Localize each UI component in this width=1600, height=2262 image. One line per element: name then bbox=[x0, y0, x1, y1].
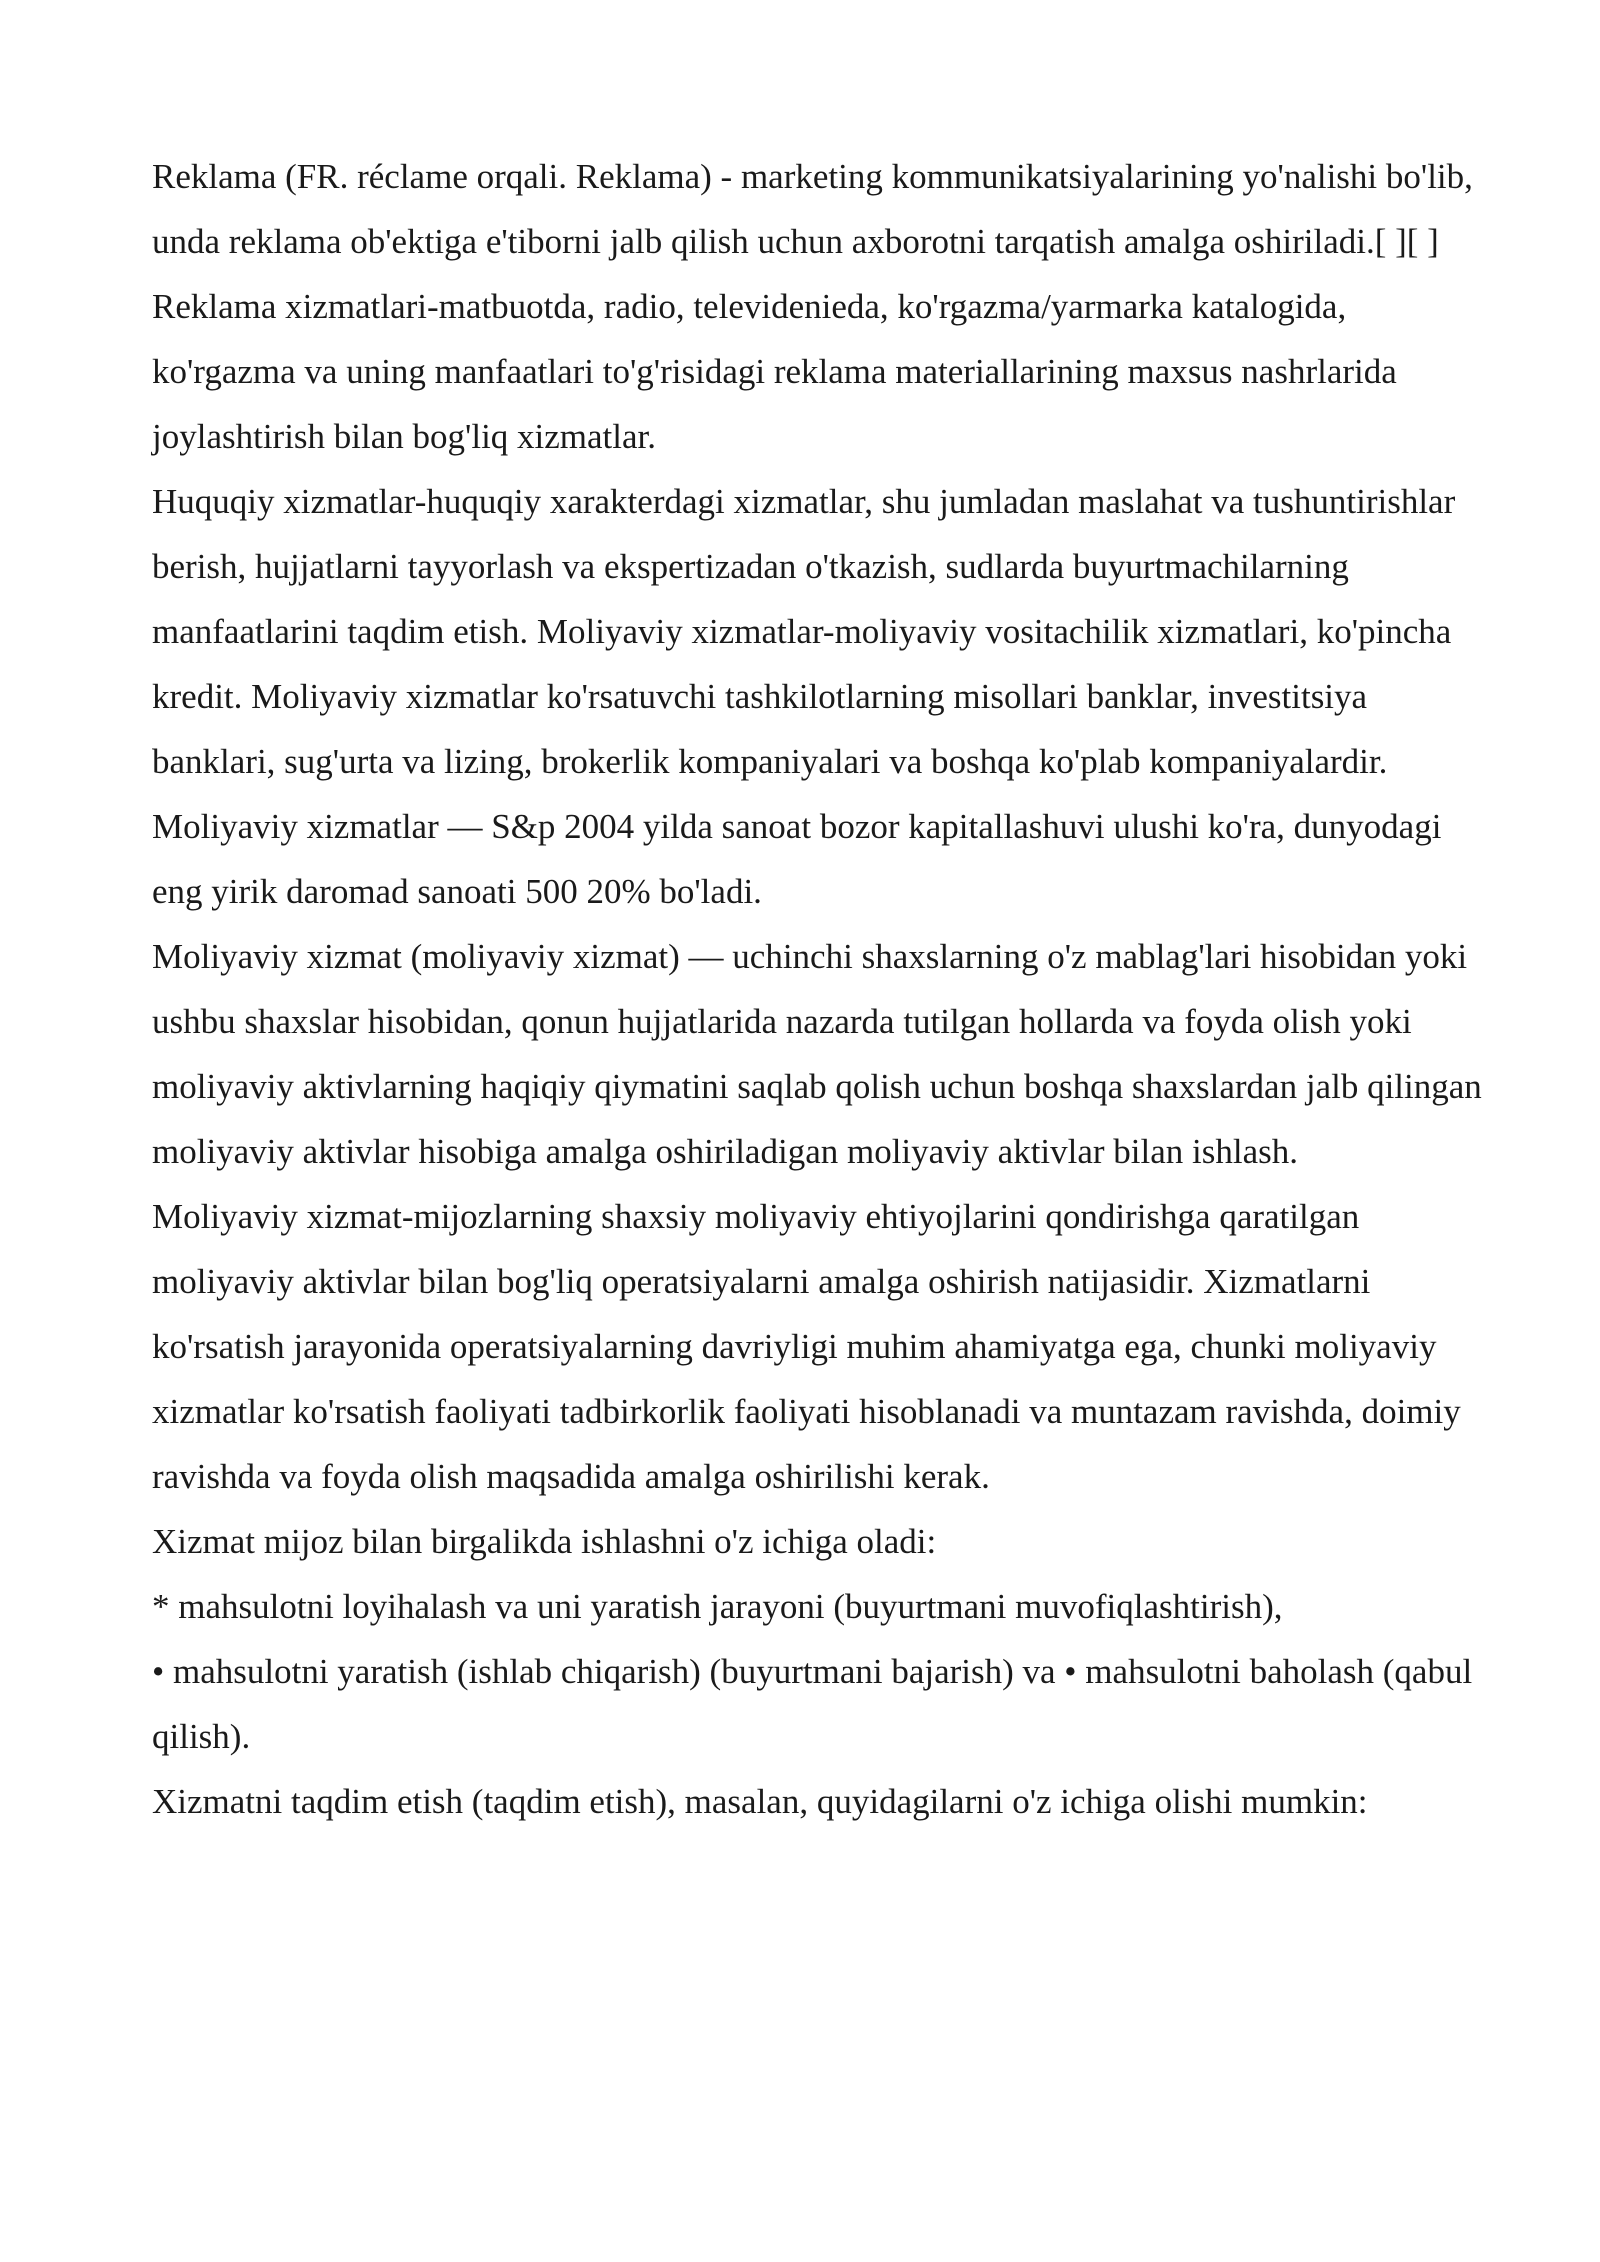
paragraph-legal-financial-services: Huquqiy xizmatlar-huquqiy xarakterdagi xizmatlar, shu jumladan maslahat va tushuntirishlar berish, hujjatlarni tayyorlash va ekspertizadan o'tkazish, sudlarda buyurtmachilarning manfaatlarini taqdim etish. Moliyaviy xizmatlar-moliyaviy vositachilik xizmatlari, ko'pincha kredit. Moliyaviy xizmatlar ko'rsatuvchi tashkilotlarning misollari banklar, investitsiya banklari, sug'urta va lizing, brokerlik kompaniyalari va boshqa ko'plab kompaniyalardir. Moliyaviy xizmatlar — S&p 2004 yilda sanoat bozor kapitallashuvi ulushi ko'ra, dunyodagi eng yirik daromad sanoati 500 20% bo'ladi. bbox=[152, 482, 1456, 911]
paragraph-advertising-definition: Reklama (FR. réclame orqali. Reklama) - marketing kommunikatsiyalarining yo'nalishi bo'lib, unda reklama ob'ektiga e'tiborni jalb qilish uchun axborotni tarqatish amalga oshiriladi.[ ][ ] bbox=[152, 157, 1473, 261]
paragraph-advertising-services: Reklama xizmatlari-matbuotda, radio, televidenieda, ko'rgazma/yarmarka katalogida, ko'rgazma va uning manfaatlari to'g'risidagi reklama materiallarining maxsus nashrlarida joylashtirish bilan bog'liq xizmatlar. bbox=[152, 287, 1397, 456]
list-item-product-design: * mahsulotni loyihalash va uni yaratish jarayoni (buyurtmani muvofiqlashtirish), bbox=[152, 1587, 1283, 1626]
list-item-product-creation: • mahsulotni yaratish (ishlab chiqarish) (buyurtmani bajarish) va • mahsulotni baholash (qabul qilish). bbox=[152, 1652, 1473, 1756]
paragraph-service-includes: Xizmat mijoz bilan birgalikda ishlashni o'z ichiga oladi: bbox=[152, 1522, 937, 1561]
paragraph-financial-service-operations: Moliyaviy xizmat-mijozlarning shaxsiy moliyaviy ehtiyojlarini qondirishga qaratilgan moliyaviy aktivlar bilan bog'liq operatsiyalarni amalga oshirish natijasidir. Xizmatlarni ko'rsatish jarayonida operatsiyalarning davriyligi muhim ahamiyatga ega, chunki moliyaviy xizmatlar ko'rsatish faoliyati tadbirkorlik faoliyati hisoblanadi va muntazam ravishda, doimiy ravishda va foyda olish maqsadida amalga oshirilishi kerak. bbox=[152, 1197, 1461, 1496]
paragraph-service-delivery: Xizmatni taqdim etish (taqdim etish), masalan, quyidagilarni o'z ichiga olishi mumkin: bbox=[152, 1782, 1368, 1821]
document-page bbox=[152, 144, 1490, 1834]
paragraph-financial-service-definition: Moliyaviy xizmat (moliyaviy xizmat) — uchinchi shaxslarning o'z mablag'lari hisobidan yoki ushbu shaxslar hisobidan, qonun hujjatlarida nazarda tutilgan hollarda va foyda olish yoki moliyaviy aktivlarning haqiqiy qiymatini saqlab qolish uchun boshqa shaxslardan jalb qilingan moliyaviy aktivlar hisobiga amalga oshiriladigan moliyaviy aktivlar bilan ishlash. bbox=[152, 937, 1482, 1171]
